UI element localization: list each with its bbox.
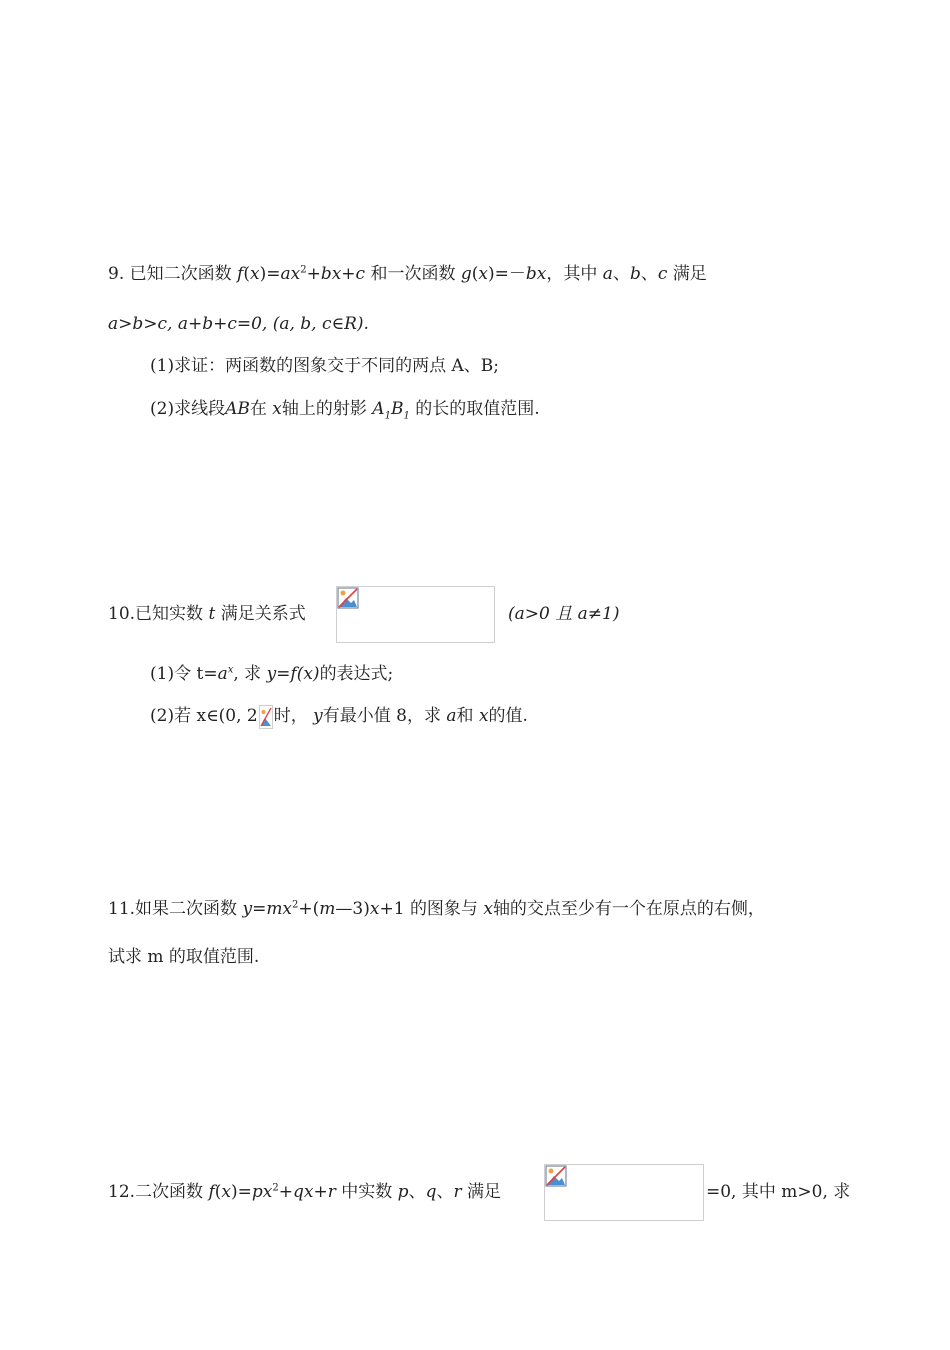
q11-line1: [108, 897, 765, 921]
q10-condition: (a>0 且 a≠1): [508, 604, 620, 624]
q10-y: y: [313, 706, 323, 726]
q11-text-b: 的图象与: [409, 899, 478, 919]
q9-s2-a: (2)求线段: [150, 399, 226, 419]
q12-text-b: 中实数: [341, 1182, 393, 1202]
q10-s1-b: , 求: [233, 664, 262, 684]
q10-s1-c: 的表达式;: [319, 664, 394, 684]
q10-sub1: [150, 662, 393, 686]
q9-sub1: (1)求证：两函数的图象交于不同的两点 A、B;: [150, 356, 499, 376]
broken-image-icon: [545, 1165, 567, 1187]
q12-tail: =0, 其中 m>0, 求: [706, 1182, 851, 1202]
q9-s2-b: 在: [249, 399, 267, 419]
q10-interval: x∈(0, 2: [196, 706, 258, 726]
inline-image-icon: [259, 705, 273, 729]
q12-intro: 12.二次函数: [108, 1182, 204, 1202]
q9-s2-c: 轴上的射影: [281, 399, 367, 419]
q10-sub2: [150, 704, 528, 729]
q10-s1-a: (1)令 t=: [150, 664, 218, 684]
q9-line1: [108, 262, 707, 286]
q12-formula: $f(x)=px^2+qx+r$: [208, 1182, 336, 1202]
q11-line2: 试求 m 的取值范围.: [108, 947, 260, 967]
q9-line2: a>b>c, a+b+c=0, (a, b, c∈R).: [108, 314, 369, 334]
q9-text-and: 和一次函数: [370, 264, 456, 284]
q9-ab: AB: [225, 399, 250, 419]
q10-ax: $a^x$: [217, 664, 234, 684]
q9-s2-d: 的长的取值范围.: [415, 399, 540, 419]
q10-s2-a: (2)若: [150, 706, 192, 726]
q10-t: t: [208, 604, 216, 624]
q11-formula: $y=mx^2+(m—3)x+1$: [242, 899, 405, 919]
q11-text-c: 轴的交点至少有一个在原点的右侧，: [492, 899, 765, 919]
broken-image-icon: [337, 587, 359, 609]
q12-formula-image: [544, 1164, 704, 1221]
q9-intro: 9. 已知二次函数: [108, 264, 232, 284]
q12-text-c: 满足: [467, 1182, 501, 1202]
q10-formula-image: [336, 586, 495, 643]
q9-x: x: [272, 399, 282, 419]
q9-text-where: ，其中: [546, 264, 598, 284]
q9-vars: a、b、c: [602, 264, 668, 284]
q9-a1b1: $A_1B_1$: [372, 399, 410, 422]
q12-vars: p、q、r: [397, 1182, 462, 1202]
q10-relation: 满足关系式: [220, 604, 306, 624]
q10-s2-e: 和: [456, 706, 474, 726]
q10-s2-f: 的值.: [488, 706, 528, 726]
q10-line1: [108, 602, 306, 626]
q9-text-satisfy: 满足: [672, 264, 707, 284]
q10-intro: 10.已知实数: [108, 604, 204, 624]
q11-x: x: [483, 899, 493, 919]
q9-f-formula: $f(x)=ax^2+bx+c$: [237, 264, 366, 284]
q9-sub2: [150, 397, 540, 421]
q12-line1: [108, 1180, 501, 1204]
q10-yfx: y=f(x): [266, 664, 320, 684]
q10-s2-c: 时，: [273, 706, 308, 726]
q11-intro: 11.如果二次函数: [108, 899, 238, 919]
q10-s2-d: 有最小值 8，求: [322, 706, 441, 726]
q10-x: x: [478, 706, 489, 726]
q10-a: a: [446, 706, 457, 726]
q9-g-formula: g(x)=－bx: [460, 264, 547, 284]
